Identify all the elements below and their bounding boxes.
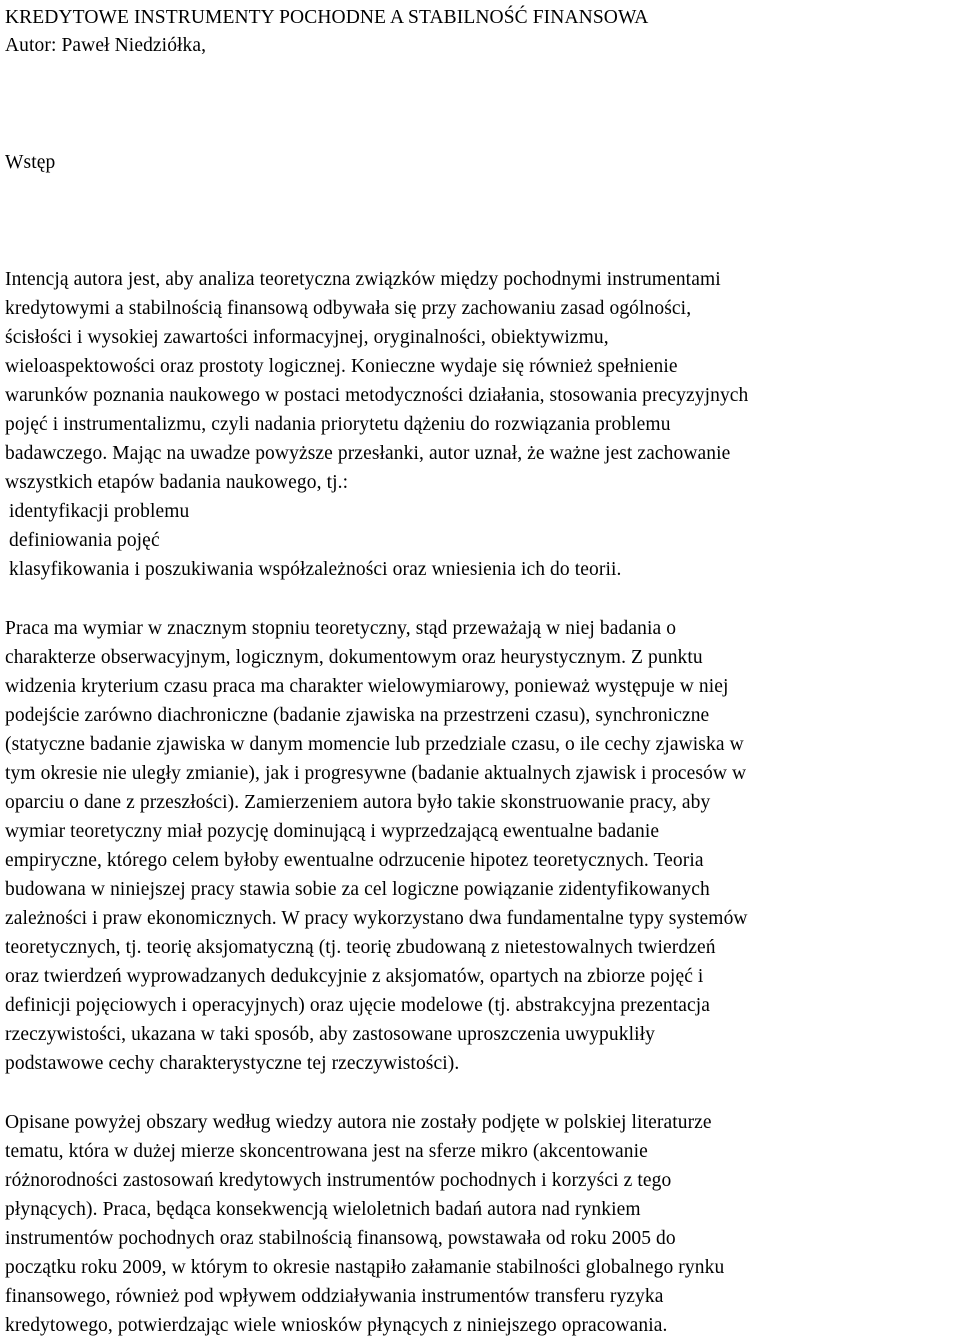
paragraph-line: teoretycznych, tj. teorię aksjomatyczną (tj. teorię zbudowaną z nietestowalnych twierdzeń	[5, 937, 716, 958]
paragraph-line: oparciu o dane z przeszłości). Zamierzeniem autora było takie skonstruowanie pracy, aby	[5, 792, 711, 813]
paragraph-line: ścisłości i wysokiej zawartości informacyjnej, oryginalności, obiektywizmu,	[5, 327, 609, 348]
paragraph-line: podstawowe cechy charakterystyczne tej rzeczywistości).	[5, 1053, 460, 1074]
paragraph-line: wieloaspektowości oraz prostoty logicznej. Konieczne wydaje się również spełnienie	[5, 356, 678, 377]
paragraph-line: tym okresie nie uległy zmianie), jak i progresywne (badanie aktualnych zjawisk i procesów w	[5, 763, 747, 784]
paragraph-line: widzenia kryterium czasu praca ma charakter wielowymiarowy, ponieważ występuje w niej	[5, 676, 729, 697]
paragraph-line: kredytowego, potwierdzając wiele wniosków płynących z niniejszego opracowania.	[5, 1315, 668, 1336]
paragraph-line: empiryczne, którego celem byłoby ewentualne odrzucenie hipotez teoretycznych. Teoria	[5, 850, 704, 871]
author-line: Autor: Paweł Niedziółka,	[5, 35, 207, 56]
paragraph-line: definicji pojęciowych i operacyjnych) oraz ujęcie modelowe (tj. abstrakcyjna prezentacja	[5, 995, 711, 1016]
paragraph-line: Intencją autora jest, aby analiza teoretyczna związków między pochodnymi instrumentami	[5, 269, 721, 290]
paragraph-line: różnorodności zastosowań kredytowych instrumentów pochodnych i korzyści z tego	[5, 1170, 672, 1191]
paragraph-line: początku roku 2009, w którym to okresie nastąpiło załamanie stabilności globalnego rynku	[5, 1257, 725, 1278]
paragraph-line: kredytowymi a stabilnością finansową odbywała się przy zachowaniu zasad ogólności,	[5, 298, 692, 319]
paragraph-line: wszystkich etapów badania naukowego, tj.:	[5, 472, 349, 493]
paragraph-line: płynących). Praca, będąca konsekwencją wieloletnich badań autora nad rynkiem	[5, 1199, 641, 1220]
paragraph-line: badawczego. Mając na uwadze powyższe przesłanki, autor uznał, że ważne jest zachowanie	[5, 443, 731, 464]
paragraph-line: budowana w niniejszej pracy stawia sobie za cel logiczne powiązanie zidentyfikowanych	[5, 879, 710, 900]
paragraph-line: oraz twierdzeń wyprowadzanych dedukcyjnie z aksjomatów, opartych na zbiorze pojęć i	[5, 966, 704, 987]
paragraph-line: finansowego, również pod wpływem oddziaływania instrumentów transferu ryzyka	[5, 1286, 664, 1307]
section-heading: Wstęp	[5, 152, 56, 173]
paragraph-line: zależności i praw ekonomicznych. W pracy wykorzystano dwa fundamentalne typy systemów	[5, 908, 748, 929]
paragraph-line: rzeczywistości, ukazana w taki sposób, aby zastosowane uproszczenia uwypukliły	[5, 1024, 656, 1045]
paragraph-line: charakterze obserwacyjnym, logicznym, dokumentowym oraz heurystycznym. Z punktu	[5, 647, 703, 668]
paragraph-line: wymiar teoretyczny miał pozycję dominującą i wyprzedzającą ewentualne badanie	[5, 821, 660, 842]
paragraph-line: warunków poznania naukowego w postaci metodyczności działania, stosowania precyzyjnych	[5, 385, 749, 406]
paragraph-line: tematu, która w dużej mierze skoncentrowana jest na sferze mikro (akcentowanie	[5, 1141, 648, 1162]
document-title: KREDYTOWE INSTRUMENTY POCHODNE A STABILNOŚĆ FINANSOWA	[5, 7, 649, 28]
list-item: klasyfikowania i poszukiwania współzależności oraz wniesienia ich do teorii.	[9, 559, 622, 580]
list-item: definiowania pojęć	[9, 530, 160, 551]
paragraph-line: (statyczne badanie zjawiska w danym momencie lub przedziale czasu, o ile cechy zjawiska w	[5, 734, 744, 755]
list-item: identyfikacji problemu	[9, 501, 190, 522]
paragraph-line: pojęć i instrumentalizmu, czyli nadania priorytetu dążeniu do rozwiązania problemu	[5, 414, 671, 435]
paragraph-line: podejście zarówno diachroniczne (badanie zjawiska na przestrzeni czasu), synchroniczne	[5, 705, 710, 726]
paragraph-line: instrumentów pochodnych oraz stabilnością finansową, powstawała od roku 2005 do	[5, 1228, 676, 1249]
paragraph-line: Opisane powyżej obszary według wiedzy autora nie zostały podjęte w polskiej literaturze	[5, 1112, 712, 1133]
paragraph-line: Praca ma wymiar w znacznym stopniu teoretyczny, stąd przeważają w niej badania o	[5, 618, 677, 639]
